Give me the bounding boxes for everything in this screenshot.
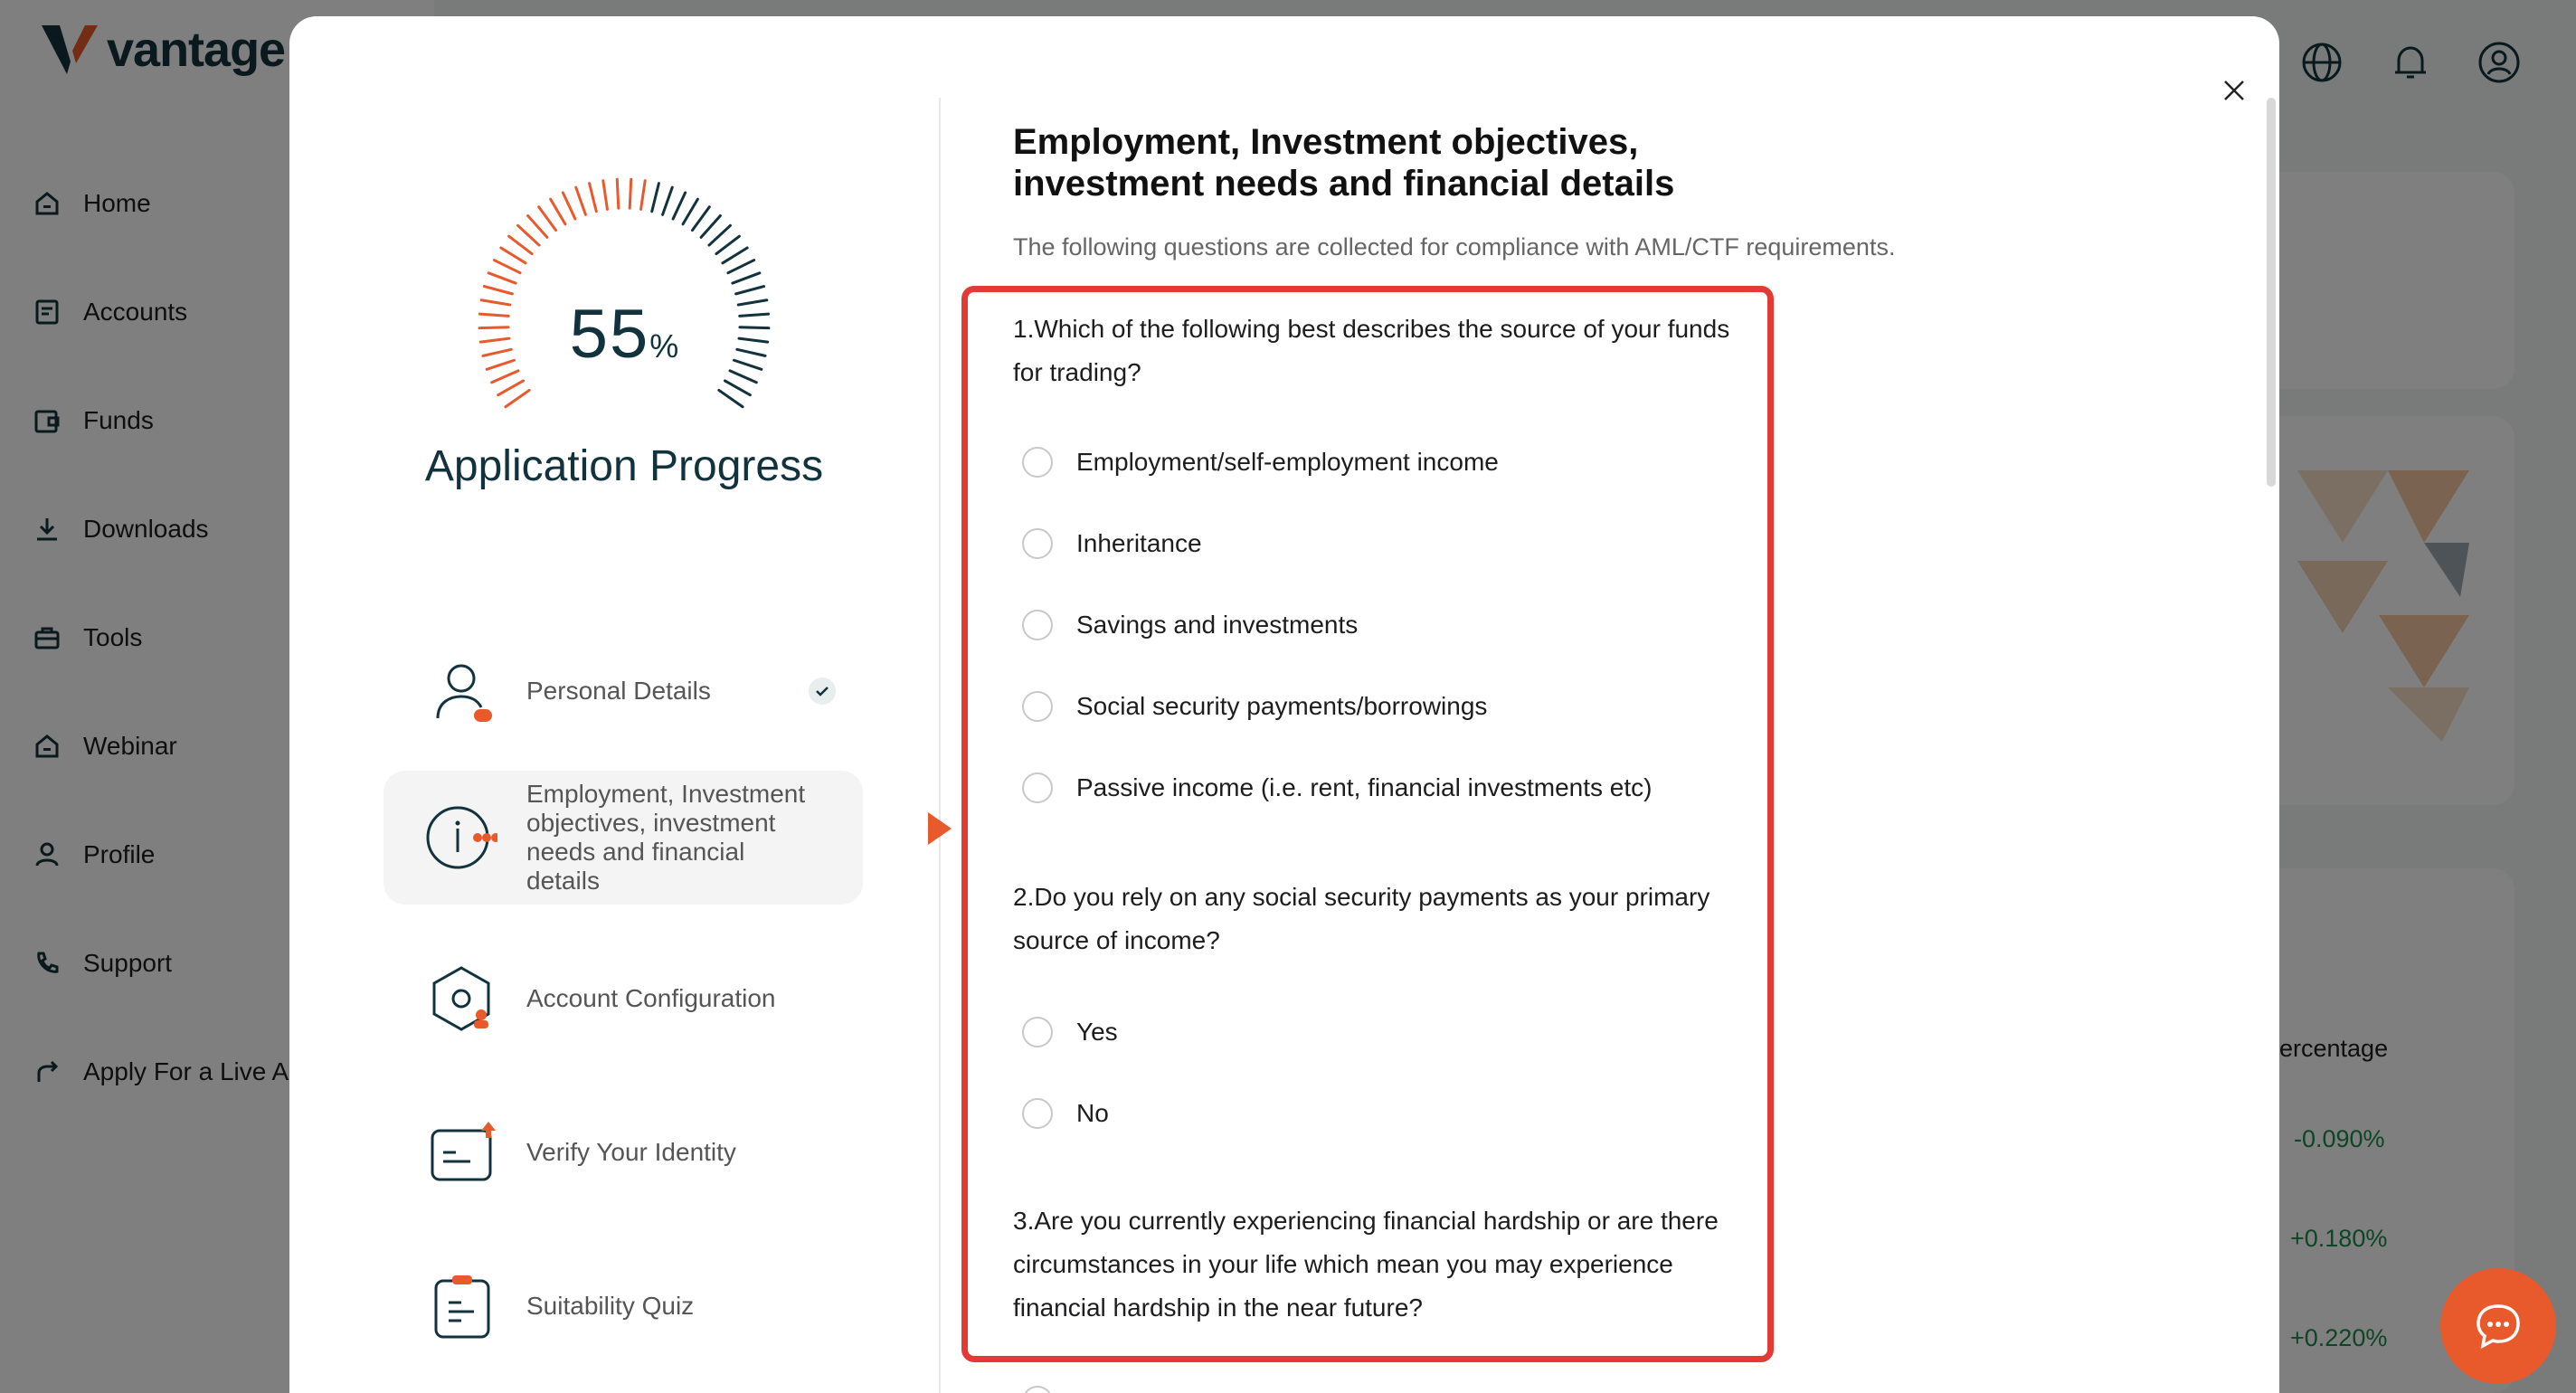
- option-label: Inheritance: [1076, 529, 1202, 557]
- option-label: Yes: [1076, 1018, 1118, 1046]
- radio-button[interactable]: [1022, 1386, 1053, 1393]
- progress-value: 55: [569, 296, 650, 373]
- step-suitability-quiz[interactable]: [384, 1243, 863, 1369]
- current-step-arrow: [928, 812, 952, 845]
- step-label: Suitability Quiz: [526, 1292, 695, 1320]
- section-title: Employment, Investment objectives, investment needs and financial details: [1013, 122, 1675, 204]
- gauge-tick: [590, 184, 597, 212]
- progress-title: Application Progress: [424, 442, 824, 490]
- id-card-icon: [425, 1116, 497, 1189]
- gauge-tick: [673, 193, 686, 219]
- gauge-tick: [683, 199, 697, 224]
- progress-unit: %: [649, 327, 679, 365]
- step-personal-details[interactable]: [384, 628, 863, 754]
- gauge-tick: [652, 184, 659, 212]
- person-icon: [425, 655, 497, 727]
- gauge-tick: [728, 261, 754, 273]
- gauge-tick: [709, 225, 730, 245]
- chat-button[interactable]: [2440, 1268, 2556, 1384]
- highlight-box: [961, 286, 1774, 1362]
- gauge-tick: [724, 381, 750, 395]
- check-icon: [807, 676, 838, 706]
- gauge-tick: [723, 248, 747, 263]
- step-employment-details[interactable]: [384, 771, 863, 905]
- step-label: Personal Details: [526, 677, 711, 705]
- gauge-tick: [576, 187, 586, 214]
- info-icon: [425, 801, 497, 874]
- gauge-tick: [518, 225, 539, 245]
- progress-percentage: [470, 295, 778, 374]
- close-icon: [2223, 80, 2245, 101]
- gauge-tick: [528, 215, 547, 237]
- gauge-tick: [506, 390, 529, 406]
- option-label: No: [1076, 1099, 1109, 1127]
- gauge-tick: [501, 248, 526, 263]
- gauge-tick: [719, 390, 743, 406]
- option-label: Passive income (i.e. rent, financial investments etc): [1076, 773, 1653, 801]
- step-label: Account Configuration: [526, 984, 776, 1012]
- gauge-tick: [663, 187, 673, 214]
- gauge-tick: [484, 287, 512, 294]
- gauge-tick: [603, 181, 608, 210]
- gauge-tick: [736, 287, 764, 294]
- gauge-tick: [701, 215, 720, 237]
- gauge-tick: [494, 261, 520, 273]
- clipboard-icon: [425, 1270, 497, 1342]
- gauge-tick: [563, 193, 575, 219]
- gauge-tick: [498, 381, 524, 395]
- gauge-tick: [716, 236, 739, 253]
- gauge-tick: [488, 273, 516, 283]
- radio-option[interactable]: [1022, 1386, 1076, 1393]
- application-modal: [289, 16, 2279, 1393]
- question-2: 2.Do you rely on any social security payments as your primary source of income?: [1013, 883, 1710, 954]
- gauge-tick: [692, 207, 709, 231]
- step-label: Employment, Investment objectives, investment needs and financial details: [526, 780, 806, 895]
- option-label: Employment/self-employment income: [1076, 448, 1499, 476]
- gauge-tick: [630, 179, 631, 208]
- chat-icon: [2473, 1301, 2524, 1351]
- settings-hex-icon: [425, 962, 497, 1035]
- gauge-tick: [539, 207, 556, 231]
- modal-scrollbar[interactable]: [2267, 98, 2276, 487]
- step-verify-identity[interactable]: [384, 1089, 863, 1216]
- gauge-tick: [641, 181, 646, 210]
- question-1: 1.Which of the following best describes the source of your funds for trading?: [1013, 315, 1730, 386]
- gauge-tick: [733, 273, 760, 283]
- step-label: Verify Your Identity: [526, 1138, 736, 1166]
- step-account-configuration[interactable]: [384, 935, 863, 1062]
- question-3: 3.Are you currently experiencing financial hardship or are there circumstances in your life which mean you may experience financial hardship in the near future?: [1013, 1207, 1719, 1322]
- gauge-tick: [509, 236, 532, 253]
- gauge-tick: [617, 179, 619, 208]
- panel-divider: [939, 98, 941, 1393]
- close-button[interactable]: [2207, 63, 2261, 118]
- section-subtitle: The following questions are collected for compliance with AML/CTF requirements.: [1013, 233, 1896, 261]
- option-label: Savings and investments: [1076, 611, 1359, 639]
- option-label: Social security payments/borrowings: [1076, 692, 1488, 720]
- gauge-tick: [551, 199, 565, 224]
